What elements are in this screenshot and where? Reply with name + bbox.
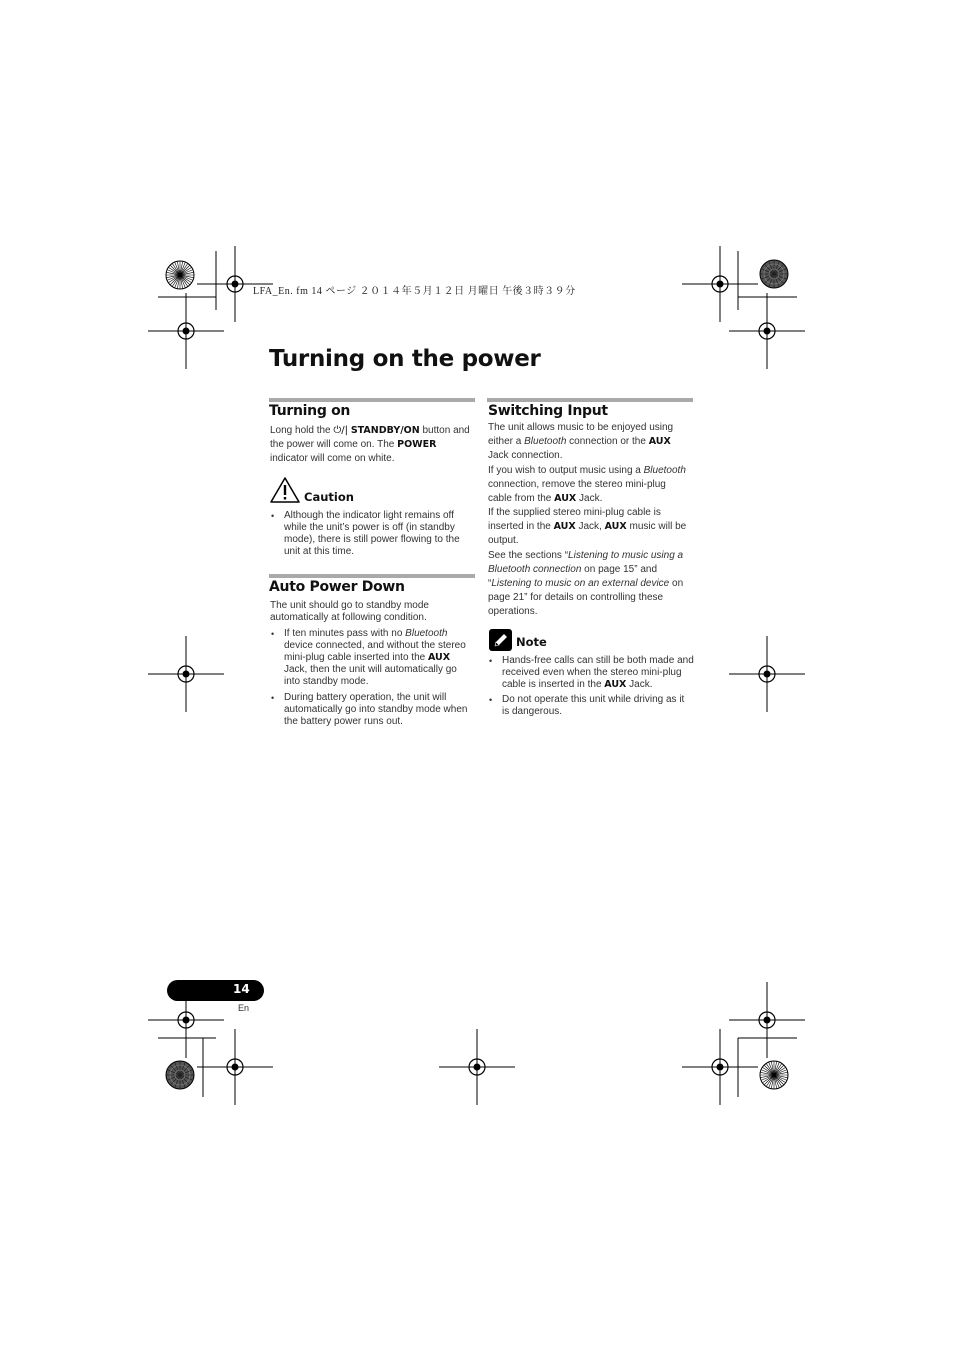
page-language: En — [238, 1003, 250, 1013]
section-heading-switching-input: Switching Input — [488, 403, 608, 419]
power-key: POWER — [397, 439, 437, 450]
section-heading-auto-power-down: Auto Power Down — [269, 579, 405, 595]
section-rule — [269, 574, 475, 578]
section-rule — [487, 398, 693, 402]
pencil-note-icon — [489, 629, 512, 651]
auto-power-down-bullet-1: • If ten minutes pass with no Bluetooth device connected, and without the stereo mini-plug cable inserted into the AUX Jack, then the unit will automatically go into standby mode. — [270, 628, 474, 688]
section-heading-turning-on: Turning on — [269, 403, 351, 419]
standby-on-key: STANDBY/ON — [350, 425, 420, 436]
warning-triangle-icon — [270, 477, 300, 503]
auto-power-down-intro: The unit should go to standby mode automatically at following condition. — [270, 600, 429, 623]
caution-heading: Caution — [304, 490, 354, 504]
auto-power-down-bullet-2: • During battery operation, the unit will automatically go into standby mode when the battery power runs out. — [270, 692, 474, 728]
file-info-header: LFA_En. fm 14 ページ ２０１４年５月１２日 月曜日 午後３時３９分 — [253, 286, 576, 297]
standby-symbol: ⏻/| — [333, 425, 349, 436]
switching-input-paragraph-4: See the sections “Listening to music using a Bluetooth connection on page 15” and “Listening to music on an external device on page 21” for details on controlling these operations. — [488, 550, 684, 617]
note-bullet-1: • Hands-free calls can still be both made and received even when the stereo mini-plug cable is inserted in the AUX Jack. — [488, 655, 694, 691]
page-number: 14 — [233, 982, 250, 996]
note-bullet-2: • Do not operate this unit while driving as it is dangerous. — [488, 694, 694, 718]
switching-input-paragraph-1: The unit allows music to be enjoyed using either a Bluetooth connection or the AUX Jack connection. — [488, 422, 674, 461]
switching-input-paragraph-2: If you wish to output music using a Bluetooth connection, remove the stereo mini-plug cable from the AUX Jack. — [488, 465, 686, 504]
note-heading: Note — [516, 635, 547, 649]
section-rule — [269, 398, 475, 402]
page-title: Turning on the power — [269, 346, 541, 372]
turning-on-paragraph: Long hold the ⏻/| STANDBY/ON button and the power will come on. The POWER indicator will come on white. — [270, 425, 470, 464]
switching-input-paragraph-3: If the supplied stereo mini-plug cable is inserted in the AUX Jack, AUX music will be output. — [488, 507, 687, 546]
caution-bullet: • Although the indicator light remains off while the unit’s power is off (in standby mode), there is still power flowing to the unit at this time. — [270, 510, 474, 558]
